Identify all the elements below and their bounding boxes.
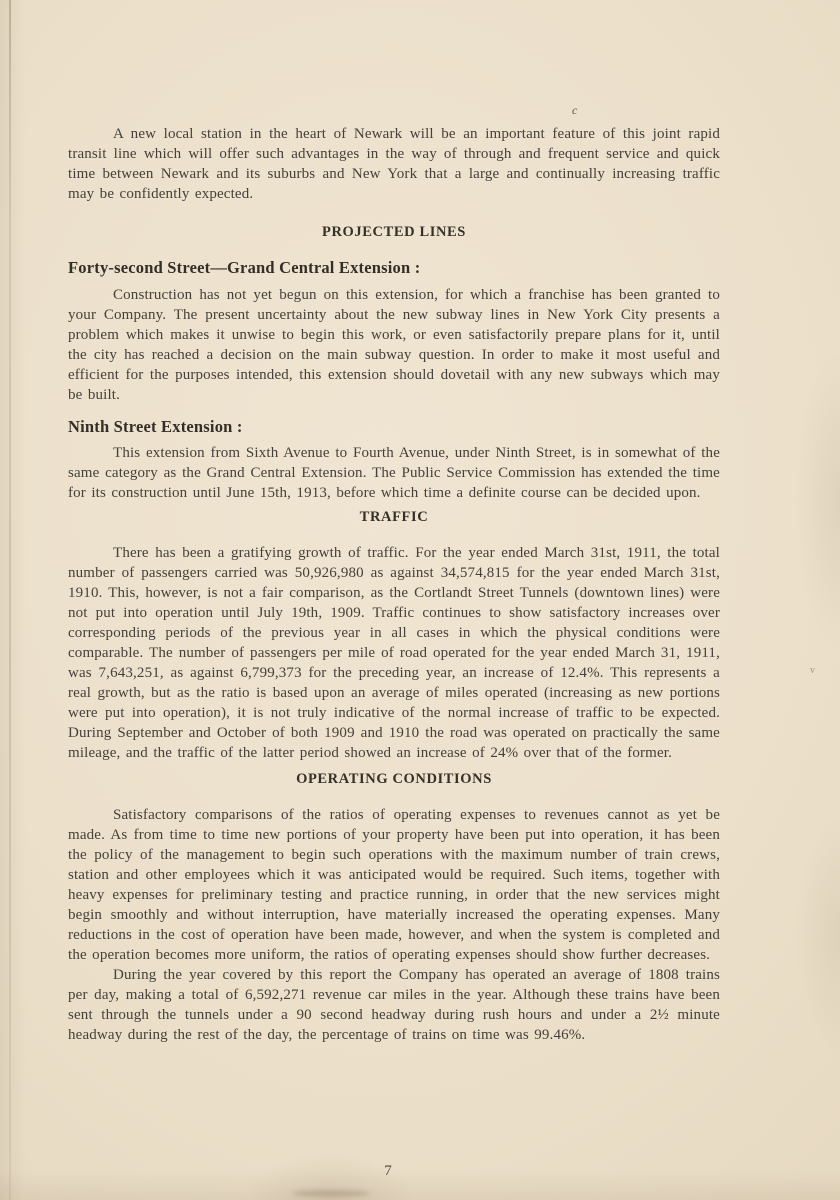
paragraph-operating-2: During the year covered by this report the Company has operated an average of 1808 trains per day, making a total of 6,592,271 revenue car miles in the year. Although these trains have been sent through the tunnels under a 90 second headway during rush hours and under a 2½ minute headway during the rest of the day, the percentage of trains on time was 99.46%. [68,967,720,1043]
stray-mark-top: c [572,103,578,117]
stray-mark-right-margin: v [810,665,815,676]
paragraph-traffic: There has been a gratifying growth of traffic. For the year ended March 31st, 1911, the total number of passengers carried was 50,926,980 as against 34,574,815 for the year ended March 31st, 1910. This, however, is not a fair comparison, as the Cortlandt Street Tunnels (downtown lines) were not put into operation until July 19th, 1909. Traffic continues to show satisfactory increases over corresponding periods of the previous year in all cases in which the physical conditions were comparable. The number of passengers per mile of road operated for the year ended March 31, 1911, was 7,643,251, as against 6,799,373 for the preceding year, an increase of 12.4%. This represents a real growth, but as the ratio is based upon an average of miles operated (increasing as new portions were put into operation), it is not truly indicative of the normal increase of traffic to be expected. During September and October of both 1909 and 1910 the road was operated on practically the same mileage, and the traffic of the latter period showed an increase of 24% over that of the former. [68,545,720,761]
page-content [68,0,720,1045]
paragraph-operating-1: Satisfactory comparisons of the ratios of operating expenses to revenues cannot as yet be made. As from time to time new portions of your property have been put into operation, it has been the policy of the management to begin such operations with the maximum number of train crews, station and other employees which it was anticipated would be required. Such items, together with heavy expenses for preliminary testing and practice running, in order that the new services might begin smoothly and without interruption, have materially increased the operating expenses. Many reductions in the cost of operation have been made, however, and when the system is completed and the operation becomes more uniform, the ratios of operating expenses should show further decreases. [68,807,720,963]
paragraph-grand-central: Construction has not yet begun on this extension, for which a franchise has been granted to your Company. The present uncertainty about the new subway lines in New York City presents a problem which makes it unwise to begin this work, or even satisfactorily prepare plans for it, until the city has reached a decision on the main subway question. In order to make it most useful and efficient for the purposes intended, this extension should dovetail with any new subways which may be built. [68,287,720,403]
paragraph-ninth-street: This extension from Sixth Avenue to Fourth Avenue, under Ninth Street, is in somewhat of the same category as the Grand Central Extension. The Public Service Commission has extended the time for its construction until June 15th, 1913, before which time a definite course can be decided upon. [68,445,720,501]
heading-operating-conditions: OPERATING CONDITIONS [296,771,492,787]
heading-projected-lines: PROJECTED LINES [322,224,466,240]
subheading-ninth-street: Ninth Street Extension : [68,417,243,436]
page-crease-line [9,0,11,1200]
intro-paragraph: A new local station in the heart of Newark will be an important feature of this joint rapid transit line which will offer such advantages in the way of through and frequent service and quick time between Newark and its suburbs and New York that a large and continually increasing traffic may be confidently expected. [68,126,720,202]
page-number: 7 [384,1163,392,1179]
bottom-smudge [292,1190,370,1197]
heading-traffic: TRAFFIC [359,509,429,525]
subheading-forty-second-street: Forty-second Street—Grand Central Extension : [68,258,421,277]
